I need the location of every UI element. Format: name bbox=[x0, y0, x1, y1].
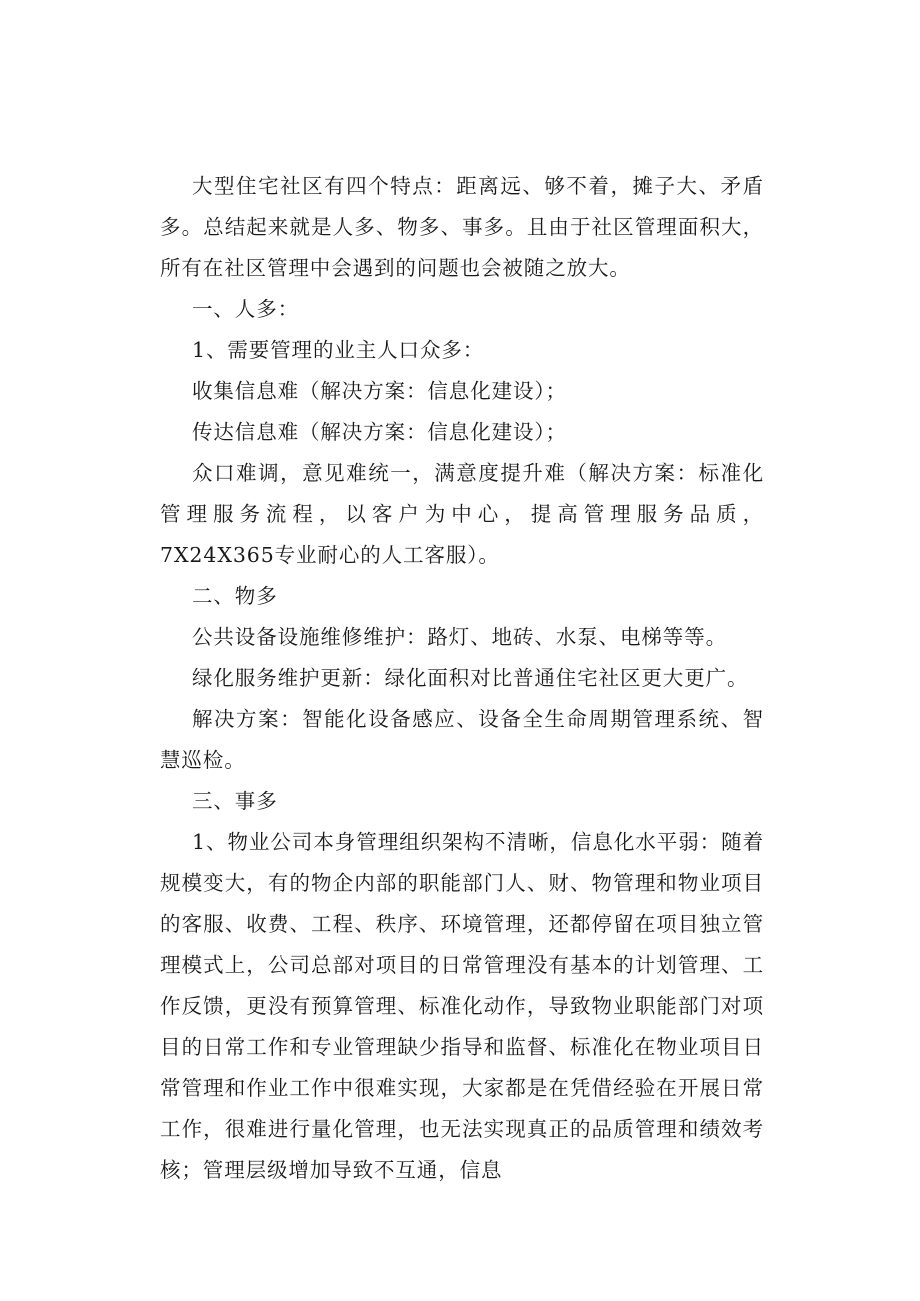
section-heading-affairs: 三、事多 bbox=[192, 789, 278, 813]
paragraph-collect-info: 收集信息难（解决方案：信息化建设）； bbox=[192, 379, 567, 403]
paragraph-facilities: 公共设备设施维修维护：路灯、地砖、水泵、电梯等等。 bbox=[192, 625, 727, 649]
paragraph-intro: 大型住宅社区有四个特点：距离远、够不着，摊子大、矛盾多。总结起来就是人多、物多、事多。且由于社区管理面积大，所有在社区管理中会遇到的问题也会被随之放大。 bbox=[160, 174, 764, 280]
section-heading-things: 二、物多 bbox=[192, 584, 278, 608]
section-heading-people: 一、人多： bbox=[192, 297, 299, 321]
paragraph-satisfaction: 众口难调，意见难统一，满意度提升难（解决方案：标准化管理服务流程，以客户为中心，提高管理服务品质，7X24X365专业耐心的人工客服）。 bbox=[160, 461, 764, 567]
paragraph-solution: 解决方案：智能化设备感应、设备全生命周期管理系统、智慧巡检。 bbox=[160, 707, 764, 772]
document-body bbox=[160, 166, 764, 1191]
subheading-owners: 1、需要管理的业主人口众多： bbox=[192, 338, 485, 362]
paragraph-organization: 1、物业公司本身管理组织架构不清晰，信息化水平弱：随着规模变大，有的物企内部的职能部门人、财、物管理和物业项目的客服、收费、工程、秩序、环境管理，还都停留在项目独立管理模式上，公司总部对项目的日常管理没有基本的计划管理、工作反馈，更没有预算管理、标准化动作，导致物业职能部门对项目的日常工作和专业管理缺少指导和监督、标准化在物业项目日常管理和作业工作中很难实现，大家都是在凭借经验在开展日常工作，很难进行量化管理，也无法实现真正的品质管理和绩效考核；管理层级增加导致不互通，信息 bbox=[160, 830, 764, 1182]
paragraph-convey-info: 传达信息难（解决方案：信息化建设）； bbox=[192, 420, 567, 444]
paragraph-greening: 绿化服务维护更新：绿化面积对比普通住宅社区更大更广。 bbox=[192, 666, 749, 690]
